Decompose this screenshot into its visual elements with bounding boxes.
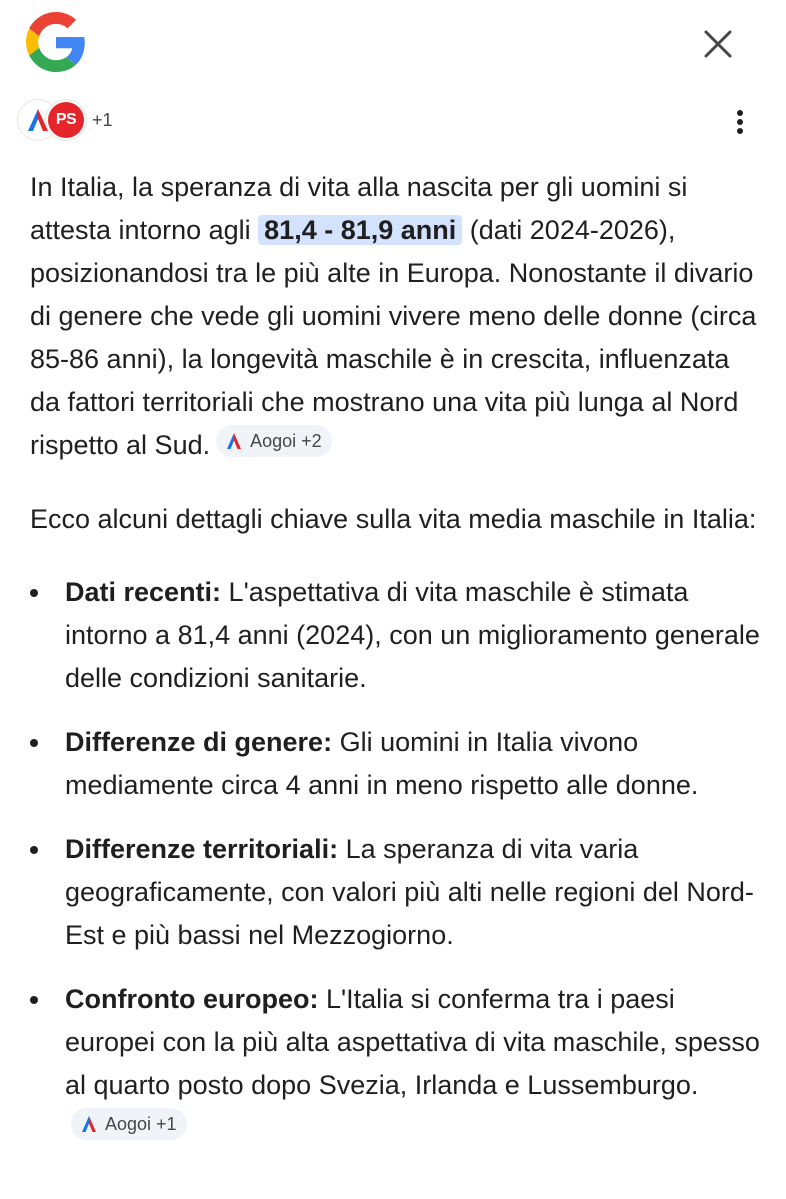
sources-row[interactable]: [20, 100, 113, 140]
more-options-button[interactable]: [722, 100, 758, 144]
aps-icon-label: PS: [55, 111, 77, 128]
highlighted-value: 81,4 - 81,9 anni: [258, 215, 462, 245]
list-item-title: Confronto europeo:: [65, 984, 319, 1014]
details-list: [30, 571, 765, 1150]
source-chip-aogoi[interactable]: [71, 1108, 187, 1140]
list-item-text: L'aspettativa di vita maschile è stimata intorno a 81,4 anni (2024), con un miglioramento generale delle condizioni sanitarie.: [65, 577, 760, 693]
sources-count: +1: [92, 109, 113, 130]
intro-text-start: In Italia, la speranza di vita alla nascita per gli uomini si attesta intorno agli: [30, 172, 688, 245]
aogoi-icon: [224, 431, 244, 451]
list-item: [30, 571, 765, 700]
list-item: [30, 721, 765, 807]
close-icon: [703, 29, 733, 59]
list-item-title: Dati recenti:: [65, 577, 222, 607]
source-chip-label: Aogoi +2: [250, 430, 322, 451]
list-item-text: L'Italia si conferma tra i paesi europei con la più alta aspettativa di vita maschile, spesso al quarto posto dopo Svezia, Irlanda e Lussemburgo.: [65, 984, 760, 1100]
list-item-text: Gli uomini in Italia vivono mediamente circa 4 anni in meno rispetto alle donne.: [65, 727, 699, 800]
list-item: [30, 978, 765, 1150]
source-chip-label: Aogoi +1: [105, 1113, 177, 1134]
more-vert-icon: [736, 109, 744, 135]
list-item-text: La speranza di vita varia geograficamente, con valori più alti nelle regioni del Nord-Est e più bassi nel Mezzogiorno.: [65, 834, 754, 950]
ai-overview-answer: [30, 166, 765, 1171]
intro-text-end: (dati 2024-2026), posizionandosi tra le più alte in Europa. Nonostante il divario di genere che vede gli uomini vivere meno delle donne (circa 85-86 anni), la longevità maschile è in crescita, influenzata da fattori territoriali che mostrano una vita più lunga al Nord rispetto al Sud.: [30, 215, 757, 460]
details-intro: Ecco alcuni dettagli chiave sulla vita media maschile in Italia:: [30, 504, 757, 534]
list-item-title: Differenze territoriali:: [65, 834, 339, 864]
list-item-title: Differenze di genere:: [65, 727, 333, 757]
close-button[interactable]: [696, 22, 740, 66]
aps-icon: [48, 102, 84, 138]
aogoi-icon: [79, 1114, 99, 1134]
list-item: [30, 828, 765, 957]
intro-paragraph: [30, 166, 765, 467]
google-logo: [26, 12, 86, 72]
source-chip-aogoi[interactable]: [216, 425, 332, 457]
